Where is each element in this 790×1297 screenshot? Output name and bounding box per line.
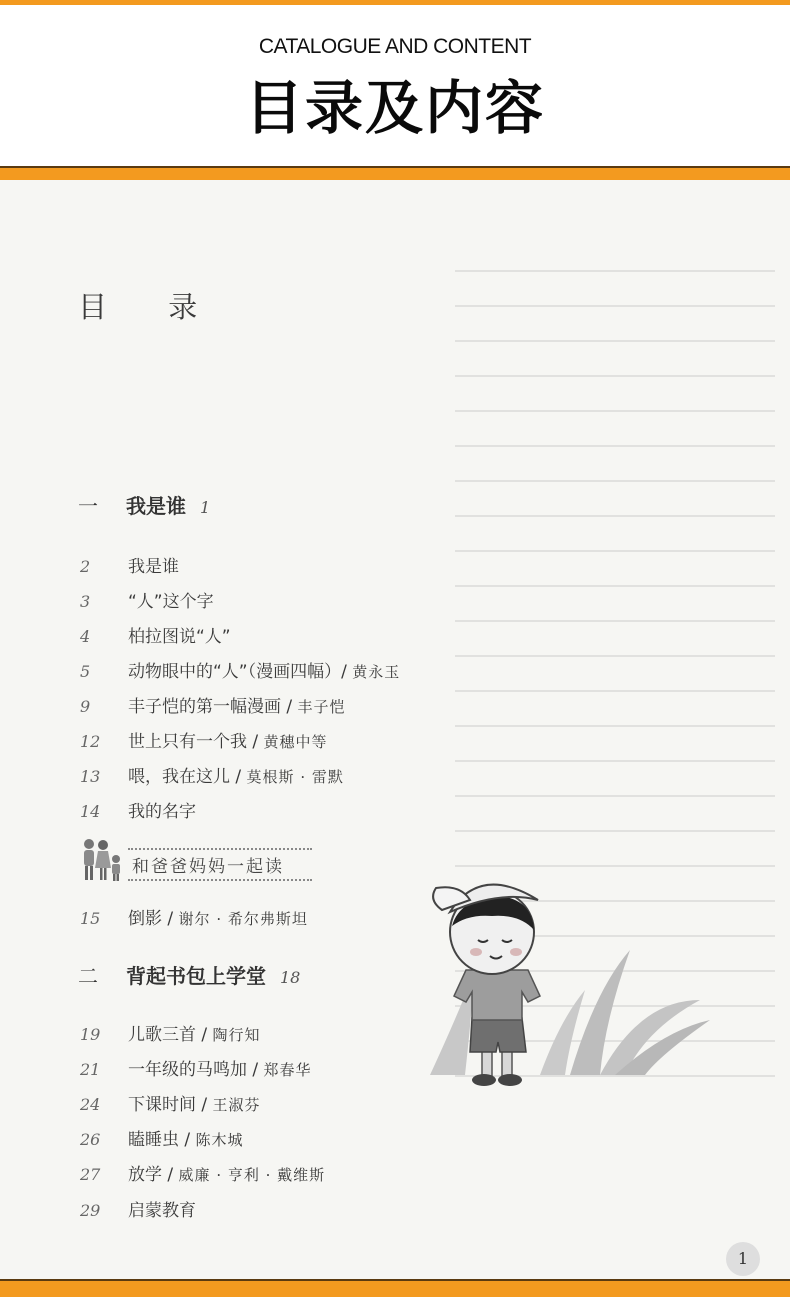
entry-page: 13 (80, 767, 101, 786)
toc-title: 目 录 (78, 290, 224, 324)
toc-entry[interactable] (80, 1020, 261, 1045)
entry-title: 丰子恺的第一幅漫画 / (128, 697, 293, 717)
toc-entry[interactable] (80, 657, 400, 682)
family-icon (78, 837, 124, 883)
page-number: 1 (726, 1242, 760, 1276)
header-subtitle: CATALOGUE AND CONTENT (258, 35, 532, 58)
section-number: 二 (78, 964, 98, 988)
toc-entry[interactable] (80, 1160, 325, 1185)
entry-title: 世上只有一个我 / (128, 732, 259, 752)
entry-author: 郑春华 (263, 1061, 312, 1079)
entry-page: 14 (80, 802, 101, 821)
entry-title: 我是谁 (128, 557, 179, 577)
entry-author: 莫根斯 · 雷默 (246, 768, 344, 786)
section-title: 我是谁 (126, 494, 186, 518)
toc-entry[interactable] (80, 904, 308, 929)
toc-entry[interactable] (80, 1196, 196, 1221)
entry-author: 黄永玉 (352, 663, 401, 681)
entry-page: 12 (80, 732, 101, 751)
entry-author: 威廉 · 亨利 · 戴维斯 (178, 1166, 326, 1184)
entry-author: 谢尔 · 希尔弗斯坦 (178, 910, 308, 928)
toc-entry[interactable] (80, 762, 344, 787)
entry-title: 动物眼中的“人”（漫画四幅）/ (128, 662, 347, 682)
entry-title: 一年级的马鸣加 / (128, 1060, 259, 1080)
section-heading (78, 960, 300, 989)
entry-author: 丰子恺 (297, 698, 346, 716)
boy-illustration (420, 870, 720, 1120)
read-with-parents-label: 和爸爸妈妈一起读 (128, 848, 312, 881)
entry-title: 儿歌三首 / (128, 1025, 208, 1045)
entry-page: 19 (80, 1025, 101, 1044)
section-page: 1 (200, 498, 211, 517)
header-title: 目录及内容 (244, 74, 545, 142)
entry-author: 黄穗中等 (263, 733, 328, 751)
toc-entry[interactable] (80, 552, 179, 577)
entry-title: 瞌睡虫 / (128, 1130, 191, 1150)
entry-page: 4 (80, 627, 91, 646)
orange-band-top (0, 166, 790, 180)
toc-entry[interactable] (80, 692, 346, 717)
entry-page: 24 (80, 1095, 101, 1114)
orange-band-bottom (0, 1279, 790, 1297)
entry-title: “人”这个字 (128, 592, 214, 612)
header (0, 5, 790, 165)
book-page (0, 180, 790, 1279)
entry-page: 15 (80, 909, 101, 928)
entry-title: 我的名字 (128, 802, 196, 822)
toc-entry[interactable] (80, 1125, 244, 1150)
section-page: 18 (280, 968, 301, 987)
bleed-through-text (455, 270, 775, 1270)
toc-entry[interactable] (80, 797, 196, 822)
entry-page: 2 (80, 557, 91, 576)
entry-page: 26 (80, 1130, 101, 1149)
entry-title: 倒影 / (128, 909, 174, 929)
toc-entry[interactable] (80, 622, 231, 647)
section-title: 背起书包上学堂 (126, 964, 266, 988)
entry-title: 放学 / (128, 1165, 174, 1185)
entry-title: 下课时间 / (128, 1095, 208, 1115)
toc-entry[interactable] (80, 727, 328, 752)
entry-title: 启蒙教育 (128, 1201, 196, 1221)
entry-page: 27 (80, 1165, 101, 1184)
entry-author: 陈木城 (195, 1131, 244, 1149)
entry-author: 陶行知 (212, 1026, 261, 1044)
entry-title: 柏拉图说“人” (128, 627, 231, 647)
entry-author: 王淑芬 (212, 1096, 261, 1114)
section-heading (78, 490, 210, 519)
entry-page: 21 (80, 1060, 101, 1079)
entry-page: 3 (80, 592, 91, 611)
entry-page: 9 (80, 697, 91, 716)
entry-page: 5 (80, 662, 91, 681)
toc-entry[interactable] (80, 1055, 312, 1080)
entry-page: 29 (80, 1201, 101, 1220)
toc-entry[interactable] (80, 1090, 261, 1115)
section-number: 一 (78, 494, 98, 518)
toc-entry[interactable] (80, 587, 214, 612)
entry-title: 喂，我在这儿 / (128, 767, 242, 787)
